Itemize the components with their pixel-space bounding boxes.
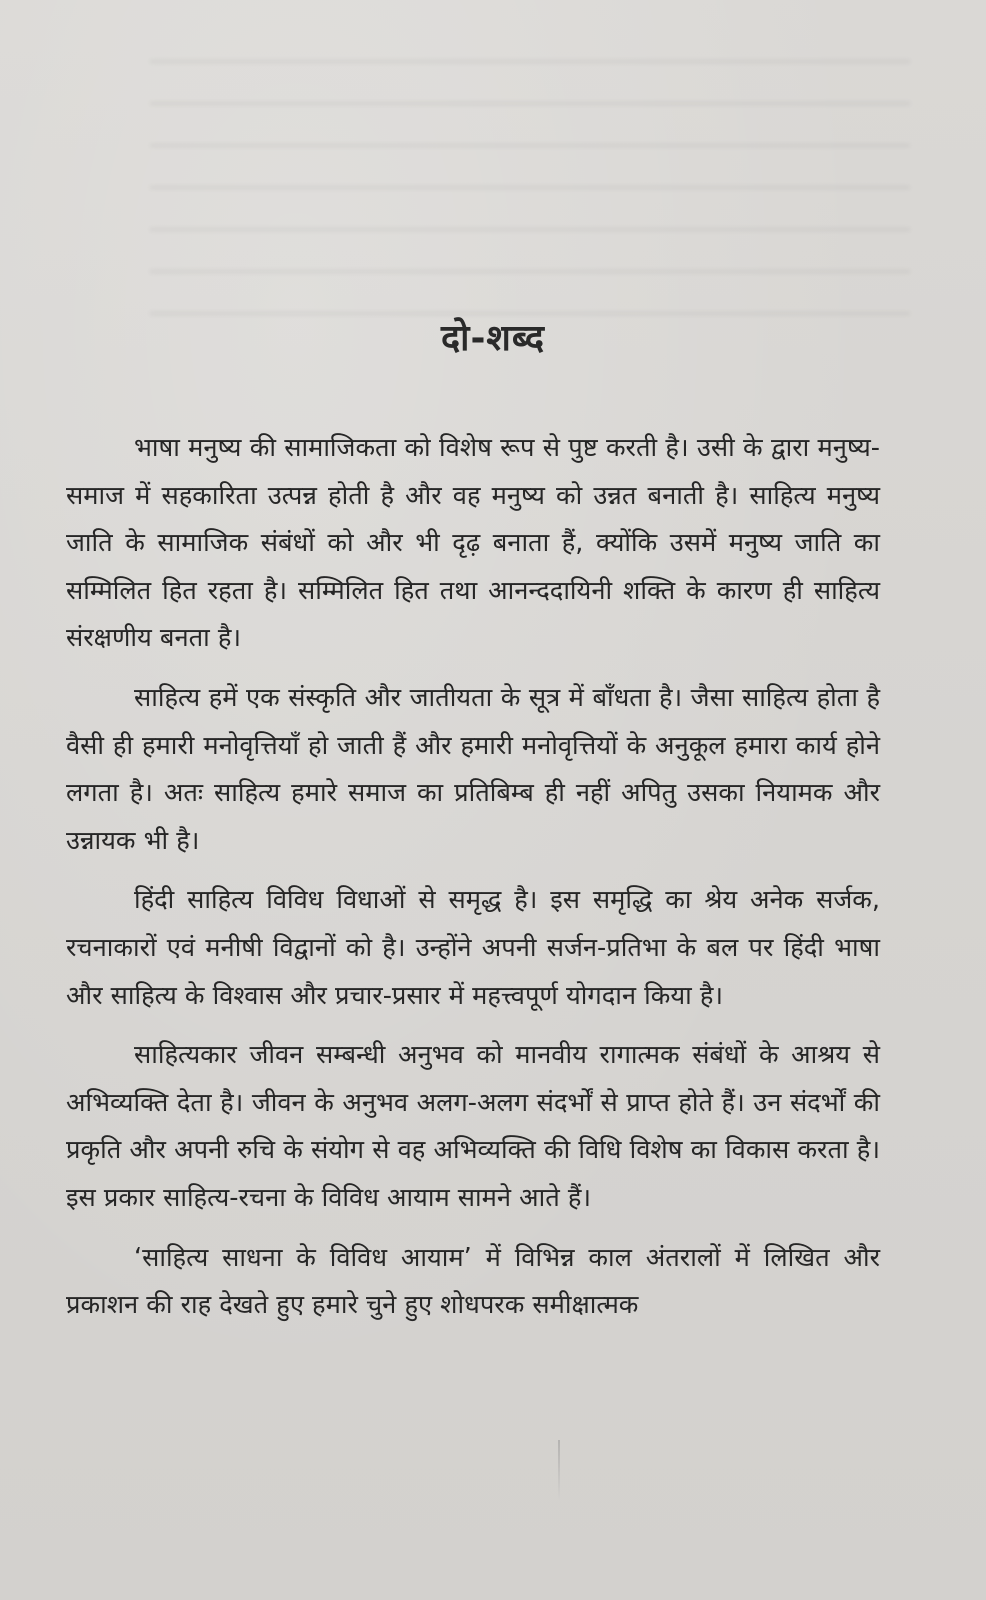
- paragraph-1: भाषा मनुष्य की सामाजिकता को विशेष रूप से पुष्ट करती है। उसी के द्वारा मनुष्य-समाज में सहकारिता उत्पन्न होती है और वह मनुष्य को उन्नत बनाती है। साहित्य मनुष्य जाति के सामाजिक संबंधों को और भी दृढ़ बनाता हैं, क्योंकि उसमें मनुष्य जाति का सम्मिलित हित रहता है। सम्मिलित हित तथा आनन्ददायिनी शक्ति के कारण ही साहित्य संरक्षणीय बनता है।: [66, 433, 880, 654]
- show-through-text: [150, 60, 910, 350]
- page-crease: [558, 1440, 560, 1500]
- paragraph-2: साहित्य हमें एक संस्कृति और जातीयता के सूत्र में बाँधता है। जैसा साहित्य होता है वैसी ही हमारी मनोवृत्तियाँ हो जाती हैं और हमारी मनोवृत्तियों के अनुकूल हमारा कार्य होने लगता है। अतः साहित्य हमारे समाज का प्रतिबिम्ब ही नहीं अपितु उसका नियामक और उन्नायक भी है।: [66, 682, 880, 856]
- paragraph-3: हिंदी साहित्य विविध विधाओं से समृद्ध है। इस समृद्धि का श्रेय अनेक सर्जक, रचनाकारों एवं मनीषी विद्वानों को है। उन्होंने अपनी सर्जन-प्रतिभा के बल पर हिंदी भाषा और साहित्य के विश्वास और प्रचार-प्रसार में महत्त्वपूर्ण योगदान किया है।: [66, 885, 880, 1011]
- paragraph-4: साहित्यकार जीवन सम्बन्धी अनुभव को मानवीय रागात्मक संबंधों के आश्रय से अभिव्यक्ति देता है। जीवन के अनुभव अलग-अलग संदर्भों से प्राप्त होते हैं। उन संदर्भों की प्रकृति और अपनी रुचि के संयोग से वह अभिव्यक्ति की विधि विशेष का विकास करता है। इस प्रकार साहित्य-रचना के विविध आयाम सामने आते हैं।: [66, 1040, 880, 1213]
- body-text: [66, 425, 880, 1330]
- page-title: दो-शब्द: [441, 318, 545, 359]
- paragraph-5: ‘साहित्य साधना के विविध आयाम’ में विभिन्न काल अंतरालों में लिखित और प्रकाशन की राह देखते हुए हमारे चुने हुए शोधपरक समीक्षात्मक: [66, 1242, 880, 1321]
